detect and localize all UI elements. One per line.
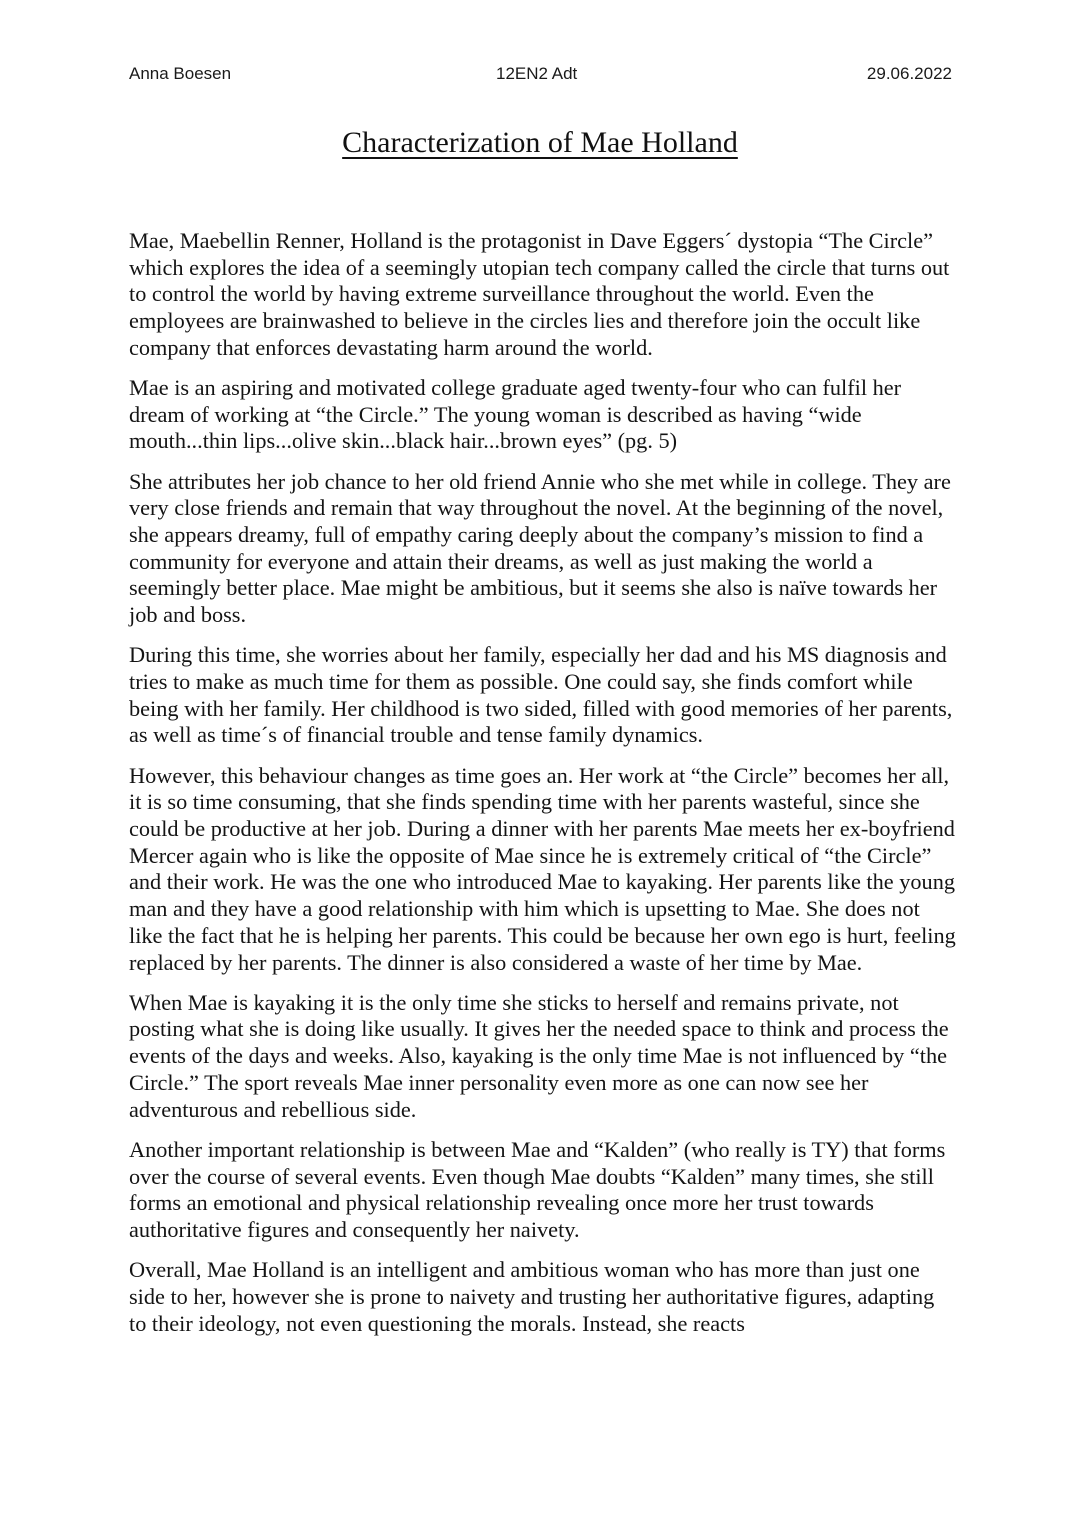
author-name: Anna Boesen [129,64,232,83]
paragraph-7: Another important relationship is between Mae and “Kalden” (who really is TY) that forms over the course of several events. Even though Mae doubts “Kalden” many times, she still forms an emotional and physical relationship revealing once more her trust towards authoritative figures and consequently her naivety. [129,1136,946,1242]
document-title-text: Characterization of Mae Holland [342,126,738,159]
document-body [129,228,957,1351]
paragraph-2: Mae is an aspiring and motivated college graduate aged twenty-four who can fulfil her dream of working at “the Circle.” The young woman is described as having “wide mouth...thin lips...olive skin...black hair...brown eyes” (pg. 5) [129,375,902,454]
paragraph-4: During this time, she worries about her family, especially her dad and his MS diagnosis and tries to make as much time for them as possible. One could say, she finds comfort while being with her family. Her childhood is two sided, filled with good memories of her parents, as well as time´s of financial trouble and tense family dynamics. [129,642,953,748]
paragraph-5: However, this behaviour changes as time goes an. Her work at “the Circle” becomes her all, it is so time consuming, that she finds spending time with her parents wasteful, since she could be productive at her job. During a dinner with her parents Mae meets her ex-boyfriend Mercer again who is like the opposite of Mae since he is extremely critical of “the Circle” and their work. He was the one who introduced Mae to kayaking. Her parents like the young man and they have a good relationship with him which is upsetting to Mae. She does not like the fact that he is helping her parents. This could be because her own ego is hurt, feeling replaced by her parents. The dinner is also considered a waste of her time by Mae. [129,762,956,975]
paragraph-3: She attributes her job chance to her old friend Annie who she met while in college. They are very close friends and remain that way throughout the novel. At the beginning of the novel, she appears dreamy, full of empathy caring deeply about the company’s mission to find a community for everyone and attain their dreams, as well as just making the world a seemingly better place. Mae might be ambitious, but it seems she also is naïve towards her job and boss. [129,468,951,628]
paragraph-8: Overall, Mae Holland is an intelligent and ambitious woman who has more than just one side to her, however she is prone to naivety and trusting her authoritative figures, adapting to their ideology, not even questioning the morals. Instead, she reacts [129,1257,935,1336]
document-title [0,126,1080,160]
page-header [129,64,952,90]
document-date: 29.06.2022 [866,64,952,83]
course-code: 12EN2 Adt [496,64,578,83]
paragraph-6: When Mae is kayaking it is the only time she sticks to herself and remains private, not posting what she is doing like usually. It gives her the needed space to think and process the events of the days and weeks. Also, kayaking is the only time Mae is not influenced by “the Circle.” The sport reveals Mae inner personality even more as one can now see her adventurous and rebellious side. [129,989,949,1122]
paragraph-1: Mae, Maebellin Renner, Holland is the protagonist in Dave Eggers´ dystopia “The Circle” which explores the idea of a seemingly utopian tech company called the circle that turns out to control the world by having extreme surveillance throughout the world. Even the employees are brainwashed to believe in the circles lies and therefore join the occult like company that enforces devastating harm around the world. [129,228,950,360]
